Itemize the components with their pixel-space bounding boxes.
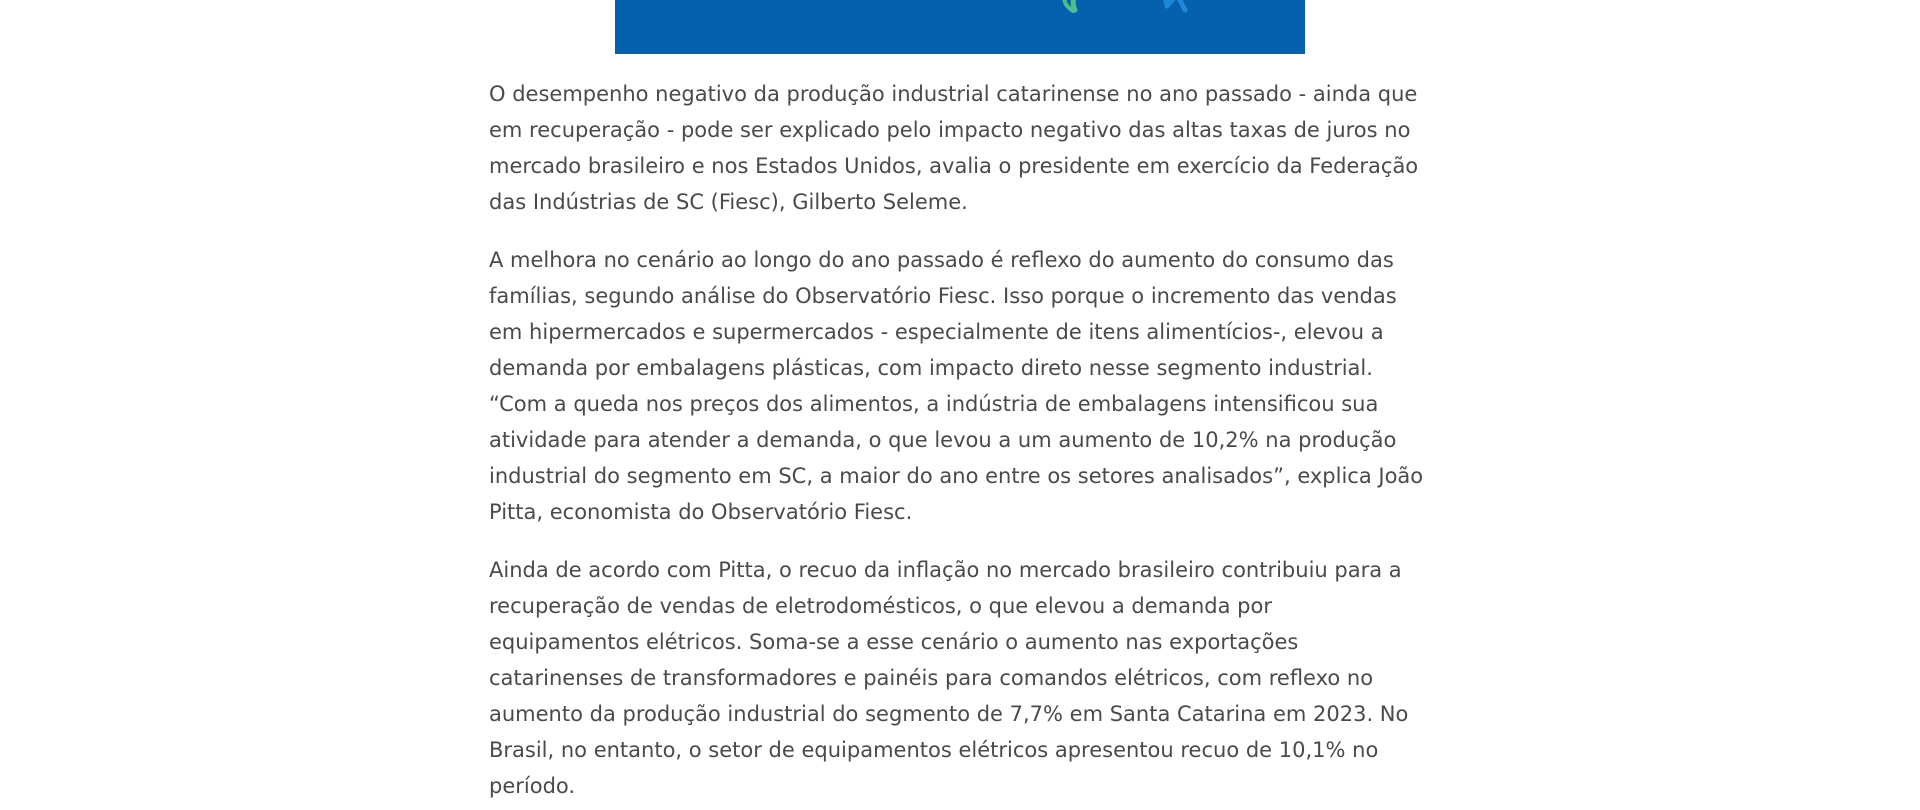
paragraph-line: atividade para atender a demanda, o que levou a um aumento de 10,2% na produção xyxy=(489,428,1397,452)
article-paragraph-1 xyxy=(489,76,1449,220)
paragraph-line: demanda por embalagens plásticas, com impacto direto nesse segmento industrial. xyxy=(489,356,1373,380)
paragraph-line: equipamentos elétricos. Soma-se a esse cenário o aumento nas exportações xyxy=(489,630,1299,654)
drop-icon xyxy=(1163,0,1185,10)
paragraph-line: industrial do segmento em SC, a maior do ano entre os setores analisados”, explica João xyxy=(489,464,1424,488)
paragraph-line: das Indústrias de SC (Fiesc), Gilberto Seleme. xyxy=(489,190,968,214)
paragraph-line: em hipermercados e supermercados - especialmente de itens alimentícios-, elevou a xyxy=(489,320,1384,344)
paragraph-line: aumento da produção industrial do segmento de 7,7% em Santa Catarina em 2023. No xyxy=(489,702,1409,726)
banner-graphic xyxy=(1045,0,1225,14)
paragraph-line: mercado brasileiro e nos Estados Unidos, avalia o presidente em exercício da Federação xyxy=(489,154,1419,178)
article-paragraph-2 xyxy=(489,242,1449,530)
paragraph-line: famílias, segundo análise do Observatório Fiesc. Isso porque o incremento das vendas xyxy=(489,284,1397,308)
paragraph-line: A melhora no cenário ao longo do ano passado é reflexo do aumento do consumo das xyxy=(489,248,1394,272)
leaf-icon xyxy=(1064,0,1107,11)
article-paragraph-3 xyxy=(489,552,1449,804)
paragraph-line: Ainda de acordo com Pitta, o recuo da inflação no mercado brasileiro contribuiu para a xyxy=(489,558,1402,582)
article-body xyxy=(489,76,1449,810)
paragraph-line: O desempenho negativo da produção industrial catarinense no ano passado - ainda que xyxy=(489,82,1418,106)
paragraph-line: Pitta, economista do Observatório Fiesc. xyxy=(489,500,913,524)
paragraph-line: Brasil, no entanto, o setor de equipamentos elétricos apresentou recuo de 10,1% no xyxy=(489,738,1379,762)
paragraph-line: recuperação de vendas de eletrodomésticos, o que elevou a demanda por xyxy=(489,594,1272,618)
paragraph-line: catarinenses de transformadores e painéis para comandos elétricos, com reflexo no xyxy=(489,666,1374,690)
paragraph-line: “Com a queda nos preços dos alimentos, a indústria de embalagens intensificou sua xyxy=(489,392,1379,416)
hero-banner-image xyxy=(615,0,1305,54)
paragraph-line: período. xyxy=(489,774,576,798)
paragraph-line: em recuperação - pode ser explicado pelo impacto negativo das altas taxas de juros no xyxy=(489,118,1411,142)
